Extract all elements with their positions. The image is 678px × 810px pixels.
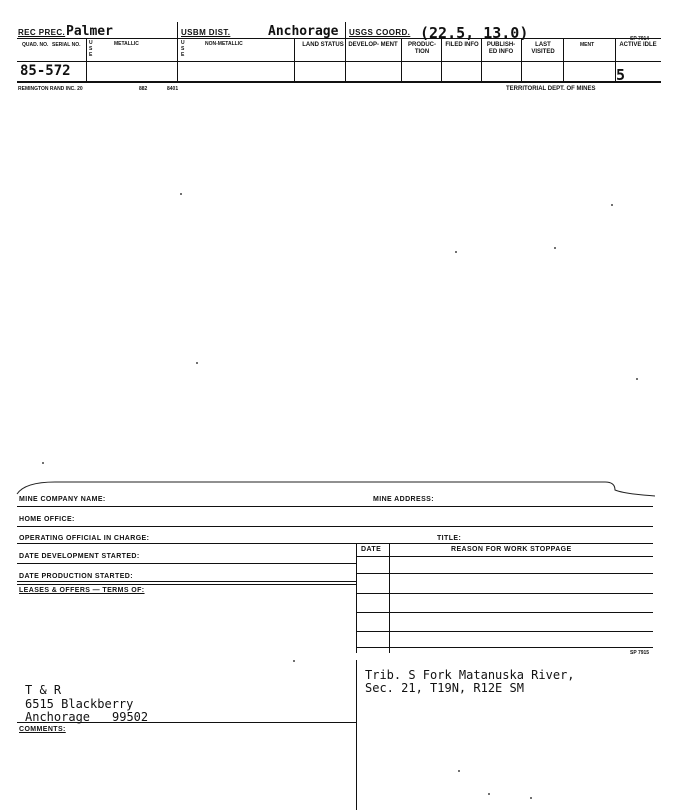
col-ment-header: MENT	[580, 42, 595, 48]
printer-credit: REMINGTON RAND INC. 20	[18, 86, 83, 92]
col-serial-header: SERIAL NO.	[52, 42, 81, 48]
col-land-status-header: LAND STATUS	[302, 42, 344, 48]
location-line-1: Trib. S Fork Matanuska River,	[365, 668, 575, 682]
col-uses-nonmetallic: U S E	[181, 40, 185, 58]
home-office-label: HOME OFFICE:	[19, 516, 75, 523]
col-quad-header: QUAD. NO.	[22, 42, 49, 48]
owner-city: Anchorage	[25, 710, 91, 724]
mine-address-label: MINE ADDRESS:	[373, 496, 434, 503]
bottom-form-number: SP 7915	[630, 650, 650, 656]
col-metallic-header: METALLIC	[114, 41, 139, 47]
col-active-idle-header: ACTIVE IDLE	[619, 42, 657, 48]
rec-prec-label: REC PREC.	[18, 28, 66, 37]
printer-code-2: 8401	[167, 86, 179, 92]
date-development-label: DATE DEVELOPMENT STARTED:	[19, 553, 140, 560]
col-nonmetallic-header: NON-METALLIC	[205, 41, 243, 47]
col-published-info-header: PUBLISH- ED INFO	[486, 42, 516, 55]
location-line-2: Sec. 21, T19N, R12E SM	[365, 681, 524, 695]
printer-code-1: 882	[139, 86, 148, 92]
department-footer: TERRITORIAL DEPT. OF MINES	[506, 86, 596, 92]
form-number: SP 7914	[630, 36, 650, 42]
usgs-coord-value: (22.5, 13.0)	[420, 24, 529, 42]
leases-offers-label: LEASES & OFFERS — TERMS OF:	[19, 587, 145, 594]
col-development-header: DEVELOP- MENT	[348, 42, 398, 48]
date-production-label: DATE PRODUCTION STARTED:	[19, 573, 133, 580]
reason-column-header: REASON FOR WORK STOPPAGE	[451, 546, 572, 553]
rec-prec-value: Palmer	[66, 24, 113, 39]
usbm-dist-value: Anchorage	[268, 24, 339, 39]
comments-label: COMMENTS:	[19, 726, 66, 733]
usbm-dist-label: USBM DIST.	[181, 28, 231, 37]
date-column-header: DATE	[361, 546, 382, 553]
usgs-coord-label: USGS COORD.	[349, 28, 411, 37]
col-uses-metallic: U S E	[89, 40, 93, 58]
owner-street: 6515 Blackberry	[25, 697, 134, 711]
col-filed-info-header: FILED INFO	[445, 42, 479, 48]
owner-zip: 99502	[112, 710, 149, 724]
quad-serial-value: 85-572	[20, 63, 71, 79]
card-edge	[15, 476, 660, 500]
col-last-visited-header: LAST VISITED	[531, 42, 555, 55]
col-production-header: PRODUC- TION	[408, 42, 436, 55]
owner-name: T & R	[25, 683, 62, 697]
title-label: TITLE:	[437, 535, 462, 542]
mine-company-label: MINE COMPANY NAME:	[19, 496, 106, 503]
active-idle-mark: 5	[616, 66, 626, 84]
operating-official-label: OPERATING OFFICIAL IN CHARGE:	[19, 535, 150, 542]
